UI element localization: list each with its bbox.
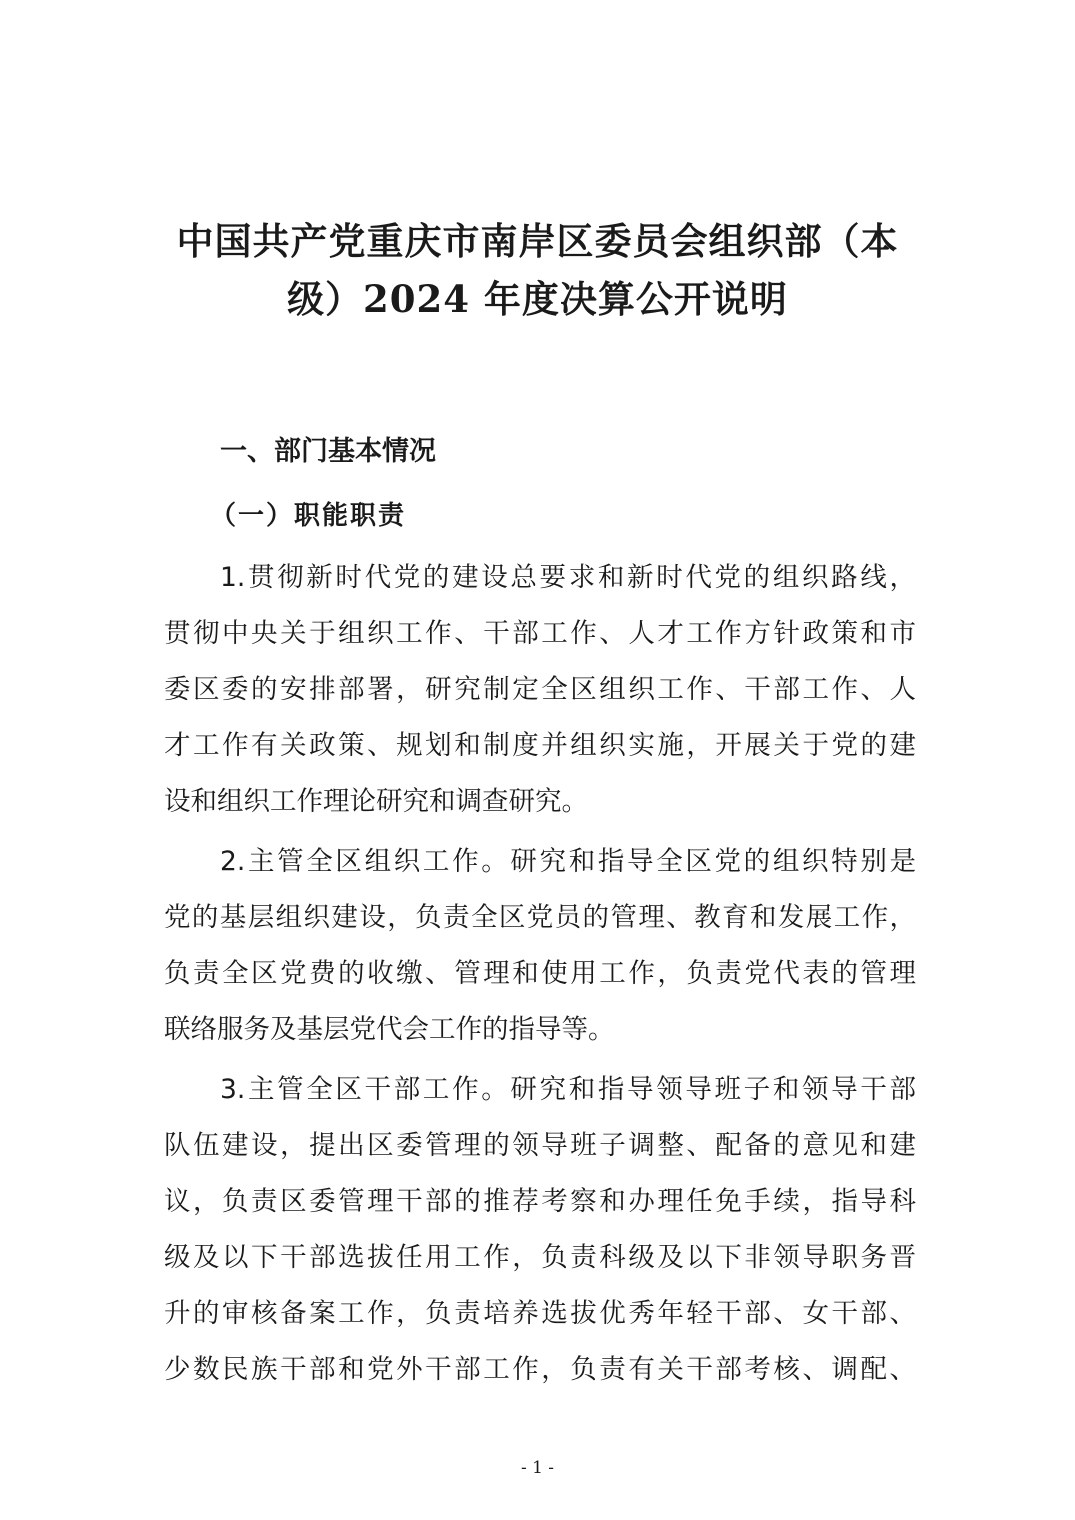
document-title	[150, 212, 925, 328]
paragraph-line: 级及以下干部选拔任用工作，负责科级及以下非领导职务晋	[164, 1242, 916, 1273]
paragraph-2	[164, 834, 916, 1058]
paragraph-line: 3.主管全区干部工作。研究和指导领导班子和领导干部	[220, 1074, 916, 1105]
section-heading: 一、部门基本情况	[220, 436, 436, 467]
document-body	[164, 550, 916, 1402]
paragraph-line: 升的审核备案工作，负责培养选拔优秀年轻干部、女干部、	[164, 1298, 916, 1329]
paragraph-line: 少数民族干部和党外干部工作，负责有关干部考核、调配、	[164, 1354, 916, 1385]
paragraph-line: 议，负责区委管理干部的推荐考察和办理任免手续，指导科	[164, 1186, 916, 1217]
title-line-1: 中国共产党重庆市南岸区委员会组织部（本	[176, 219, 899, 263]
paragraph-line: 队伍建设，提出区委管理的领导班子调整、配备的意见和建	[164, 1130, 916, 1161]
paragraph-1	[164, 550, 916, 830]
paragraph-line: 1.贯彻新时代党的建设总要求和新时代党的组织路线，	[220, 562, 916, 593]
paragraph-line: 党的基层组织建设，负责全区党员的管理、教育和发展工作，	[164, 902, 916, 933]
paragraph-line: 联络服务及基层党代会工作的指导等。	[164, 1014, 615, 1045]
paragraph-line: 2.主管全区组织工作。研究和指导全区党的组织特别是	[220, 846, 916, 877]
page-number: - 1 -	[520, 1458, 555, 1478]
subsection-heading: （一）职能职责	[210, 501, 407, 531]
paragraph-line: 委区委的安排部署，研究制定全区组织工作、干部工作、人	[164, 674, 916, 705]
paragraph-line: 才工作有关政策、规划和制度并组织实施，开展关于党的建	[164, 730, 916, 761]
paragraph-line: 负责全区党费的收缴、管理和使用工作，负责党代表的管理	[164, 958, 916, 989]
paragraph-3	[164, 1062, 916, 1398]
title-line-2: 级）2024 年度决算公开说明	[287, 277, 788, 321]
paragraph-line: 贯彻中央关于组织工作、干部工作、人才工作方针政策和市	[164, 618, 916, 649]
paragraph-line: 设和组织工作理论研究和调查研究。	[164, 786, 588, 817]
